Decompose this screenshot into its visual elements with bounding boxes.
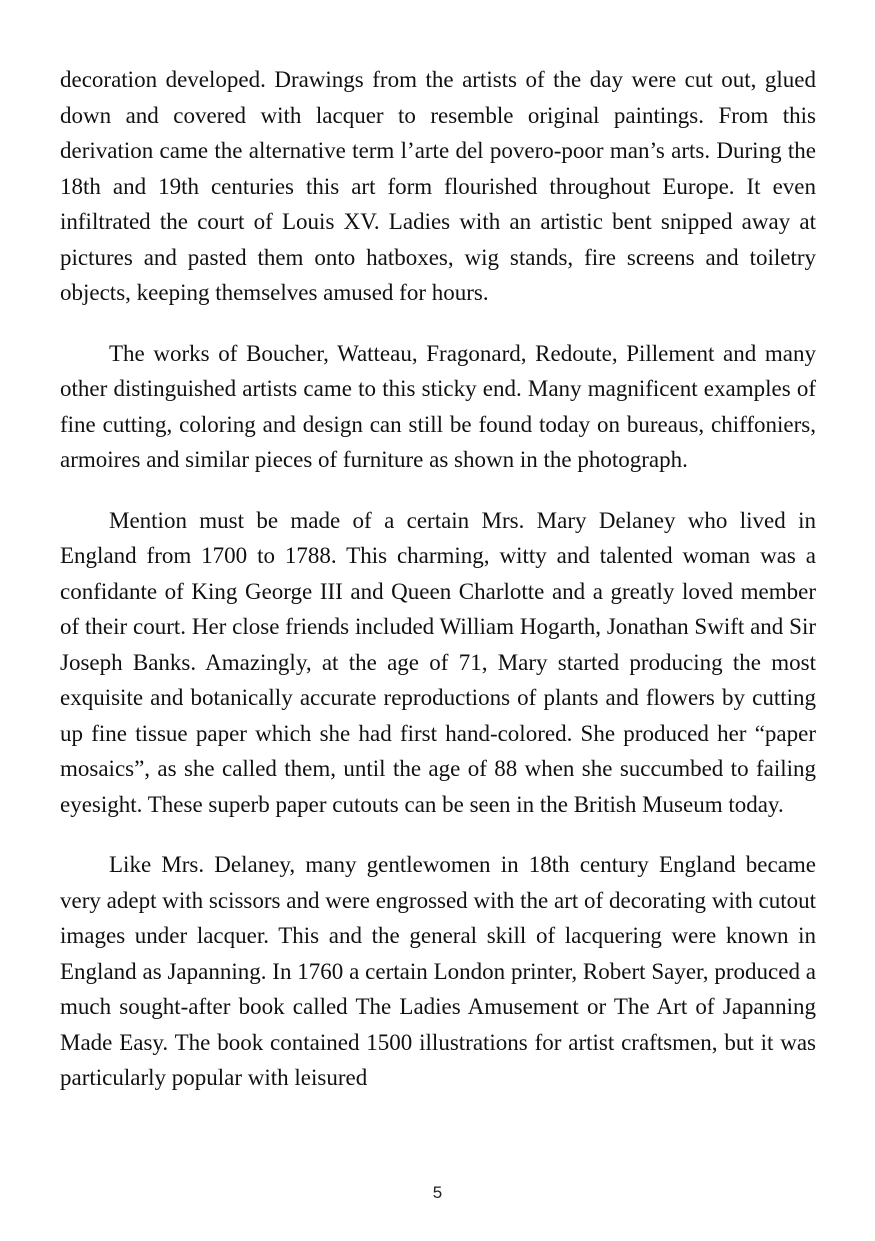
document-body [60,62,816,1096]
page-number: 5 [432,1183,443,1202]
paragraph-japanning: Like Mrs. Delaney, many gentlewomen in 18th century England became very adept with scissors and were engrossed with the art of decorating with cutout images under lacquer. This and the general skill of lacquering were known in England as Japanning. In 1760 a certain London printer, Robert Sayer, produced a much sought-after book called The Ladies Amusement or The Art of Japanning Made Easy. The book contained 1500 illustrations for artist craftsmen, but it was particularly popular with leisured [60,852,816,1090]
paragraph-decoration-history: decoration developed. Drawings from the artists of the day were cut out, glued down and covered with lacquer to resemble original paintings. From this derivation came the alternative term l’arte del povero-poor man’s arts. During the 18th and 19th centuries this art form flourished throughout Europe. It even infiltrated the court of Louis XV. Ladies with an artistic bent snipped away at pictures and pasted them onto hatboxes, wig stands, fire screens and toiletry objects, keeping themselves amused for hours. [60,67,816,305]
paragraph-mary-delaney: Mention must be made of a certain Mrs. Mary Delaney who lived in England from 1700 to 1788. This charming, witty and talented woman was a confidante of King George III and Queen Charlotte and a greatly loved member of their court. Her close friends included William Hogarth, Jonathan Swift and Sir Joseph Banks. Amazingly, at the age of 71, Mary started producing the most exquisite and botanically accurate reproductions of plants and flowers by cutting up fine tissue paper which she had first hand-colored. She produced her “paper mosaics”, as she called them, until the age of 88 when she succumbed to failing eyesight. These superb paper cutouts can be seen in the British Museum today. [60,507,816,817]
paragraph-artists-works: The works of Boucher, Watteau, Fragonard, Redoute, Pillement and many other distinguished artists came to this sticky end. Many magnificent examples of fine cutting, coloring and design can still be found today on bureaus, chiffoniers, armoires and similar pieces of furniture as shown in the photograph. [60,340,816,472]
